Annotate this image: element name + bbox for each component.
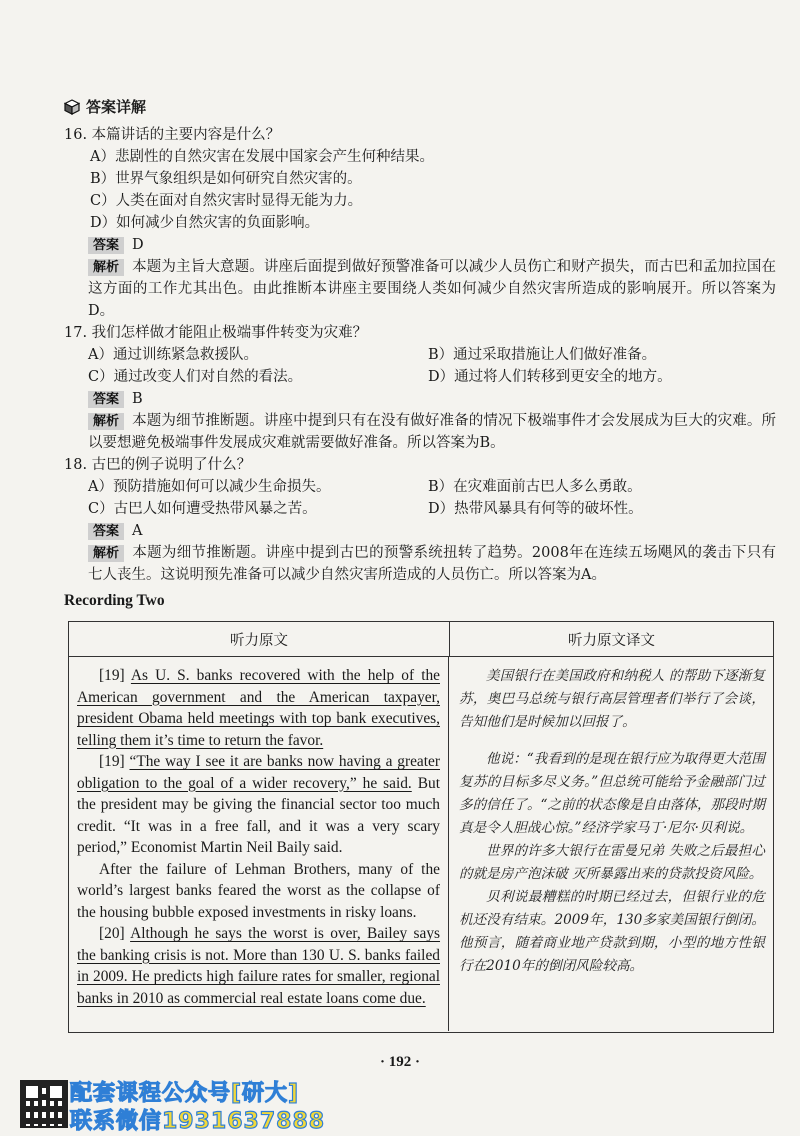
explanation xyxy=(64,410,776,454)
transcript-english xyxy=(69,657,449,1031)
option-b: B）世界气象组织是如何研究自然灾害的。 xyxy=(90,171,362,187)
transcript-table xyxy=(68,621,774,1033)
transcript-paragraph xyxy=(77,751,440,859)
transcript-chinese xyxy=(449,657,773,1031)
answer-line xyxy=(64,520,776,542)
translation-paragraph: 美国银行在美国政府和纳税人 的帮助下逐渐复苏，奥巴马总统与银行高层管理者们举行了会谈，告知他们是时候加以回报了。 xyxy=(459,668,765,730)
option-a: A）悲剧性的自然灾害在发展中国家会产生何种结果。 xyxy=(90,149,434,165)
explain-tag: 解析 xyxy=(88,259,124,276)
option-c: C）通过改变人们对自然的看法。 xyxy=(88,369,303,385)
question-ref: [19] xyxy=(99,667,125,684)
option-d: D）热带风暴具有何等的破坏性。 xyxy=(428,501,643,517)
page-number: · 192 · xyxy=(379,1054,420,1070)
recording-title: Recording Two xyxy=(64,592,165,609)
explanation-text: 本题为主旨大意题。讲座后面提到做好预警准备可以减少人员伤亡和财产损失，而古巴和孟加拉国在这方面的工作尤其出色。由此推断本讲座主要围绕人类如何减少自然灾害所造成的影响展开。所以答案为D。 xyxy=(88,259,776,319)
underlined-text: As U. S. banks recovered with the help of the American government and the American taxpayer, president Obama held meetings with top bank executives, telling them it’s time to return the favor. xyxy=(77,667,440,749)
question-ref: [19] xyxy=(99,753,125,770)
option-c: C）人类在面对自然灾害时显得无能为力。 xyxy=(90,193,363,209)
answer-value: D xyxy=(132,237,144,253)
option-a: A）通过训练紧急救援队。 xyxy=(88,347,258,363)
question-16 xyxy=(64,124,776,322)
answer-line xyxy=(64,234,776,256)
question-18 xyxy=(64,454,776,586)
question-17 xyxy=(64,322,776,454)
option-d: D）通过将人们转移到更安全的地方。 xyxy=(428,369,672,385)
translation-paragraph: 他说：“我看到的是现在银行应为取得更大范围复苏的目标多尽义务。”但总统可能给予金融部门过多的信任了。“之前的状态像是自由落体，那段时期真是令人胆战心惊。”经济学家马丁·尼尔·贝利说。 xyxy=(459,751,766,836)
answer-value: A xyxy=(132,523,143,539)
column-header-original: 听力原文 xyxy=(69,622,450,656)
option-a: A）预防措施如何可以减少生命损失。 xyxy=(88,479,331,495)
explanation-text: 本题为细节推断题。讲座中提到古巴的预警系统扭转了趋势。2008年在连续五场飓风的袭击下只有七人丧生。这说明预先准备可以减少自然灾害所造成的人员伤亡。所以答案为A。 xyxy=(88,545,776,583)
options-grid xyxy=(64,476,776,520)
explain-tag: 解析 xyxy=(88,545,124,562)
underlined-text: “The way I see it are banks now having a greater obligation to the goal of a wider recovery,” he said. xyxy=(77,753,440,792)
watermark-line-2: 联系微信1931637888 xyxy=(70,1109,326,1134)
column-header-translation: 听力原文译文 xyxy=(568,632,655,649)
qr-code-icon xyxy=(20,1080,68,1128)
options-grid xyxy=(64,344,776,388)
table-header xyxy=(69,622,773,657)
section-header xyxy=(64,96,146,117)
explanation xyxy=(64,542,776,586)
question-text: 18. 古巴的例子说明了什么？ xyxy=(64,457,252,473)
transcript-paragraph xyxy=(77,665,440,751)
question-text: 17. 我们怎样做才能阻止极端事件转变为灾难？ xyxy=(64,325,368,341)
option-b: B）在灾难面前古巴人多么勇敢。 xyxy=(428,479,642,495)
table-body xyxy=(69,657,773,1031)
transcript-paragraph xyxy=(77,923,440,1009)
answer-tag: 答案 xyxy=(88,237,124,254)
translation-paragraph: 世界的许多大银行在雷曼兄弟 失败之后最担心的就是房产泡沫破 灭所暴露出来的贷款投资风险。 xyxy=(459,843,765,882)
cube-icon xyxy=(64,99,80,115)
translation-paragraph: 贝利说最糟糕的时期已经过去，但银行业的危机还没有结束。2009年，130多家美国银行倒闭。他预言，随着商业地产贷款到期，小型的地方性银行在2010年的倒闭风险较高。 xyxy=(459,889,765,974)
explanation xyxy=(64,256,776,322)
option-b: B）通过采取措施让人们做好准备。 xyxy=(428,347,657,363)
option-d: D）如何减少自然灾害的负面影响。 xyxy=(90,215,320,231)
answer-explanations xyxy=(64,124,776,586)
question-text: 16. 本篇讲话的主要内容是什么？ xyxy=(64,127,281,143)
underlined-text: Although he says the worst is over, Bailey says the banking crisis is not. More than 130 U. S. banks failed in 2009. He predicts high failure rates for smaller, regional banks in 2010 as commercial real estate loans come due. xyxy=(77,925,441,1007)
option-c: C）古巴人如何遭受热带风暴之苦。 xyxy=(88,501,317,517)
answer-tag: 答案 xyxy=(88,391,124,408)
transcript-paragraph: After the failure of Lehman Brothers, many of the world’s largest banks feared the worst as the collapse of the housing bubble exposed investments in risky loans. xyxy=(77,860,440,921)
answer-tag: 答案 xyxy=(88,523,124,540)
question-ref: [20] xyxy=(99,925,125,942)
answer-value: B xyxy=(132,391,143,407)
answer-line xyxy=(64,388,776,410)
plain-text: But the president may be giving the financial sector too much credit. “It was in a free fall, and it was a very scary period,” Economist Martin Neil Baily said. xyxy=(77,774,440,856)
explanation-text: 本题为细节推断题。讲座中提到只有在没有做好准备的情况下极端事件才会发展成为巨大的灾难。所以要想避免极端事件发展成灾难就需要做好准备。所以答案为B。 xyxy=(88,413,776,451)
section-title: 答案详解 xyxy=(86,98,147,116)
watermark-line-1: 配套课程公众号[研大] xyxy=(70,1081,300,1106)
explain-tag: 解析 xyxy=(88,413,124,430)
